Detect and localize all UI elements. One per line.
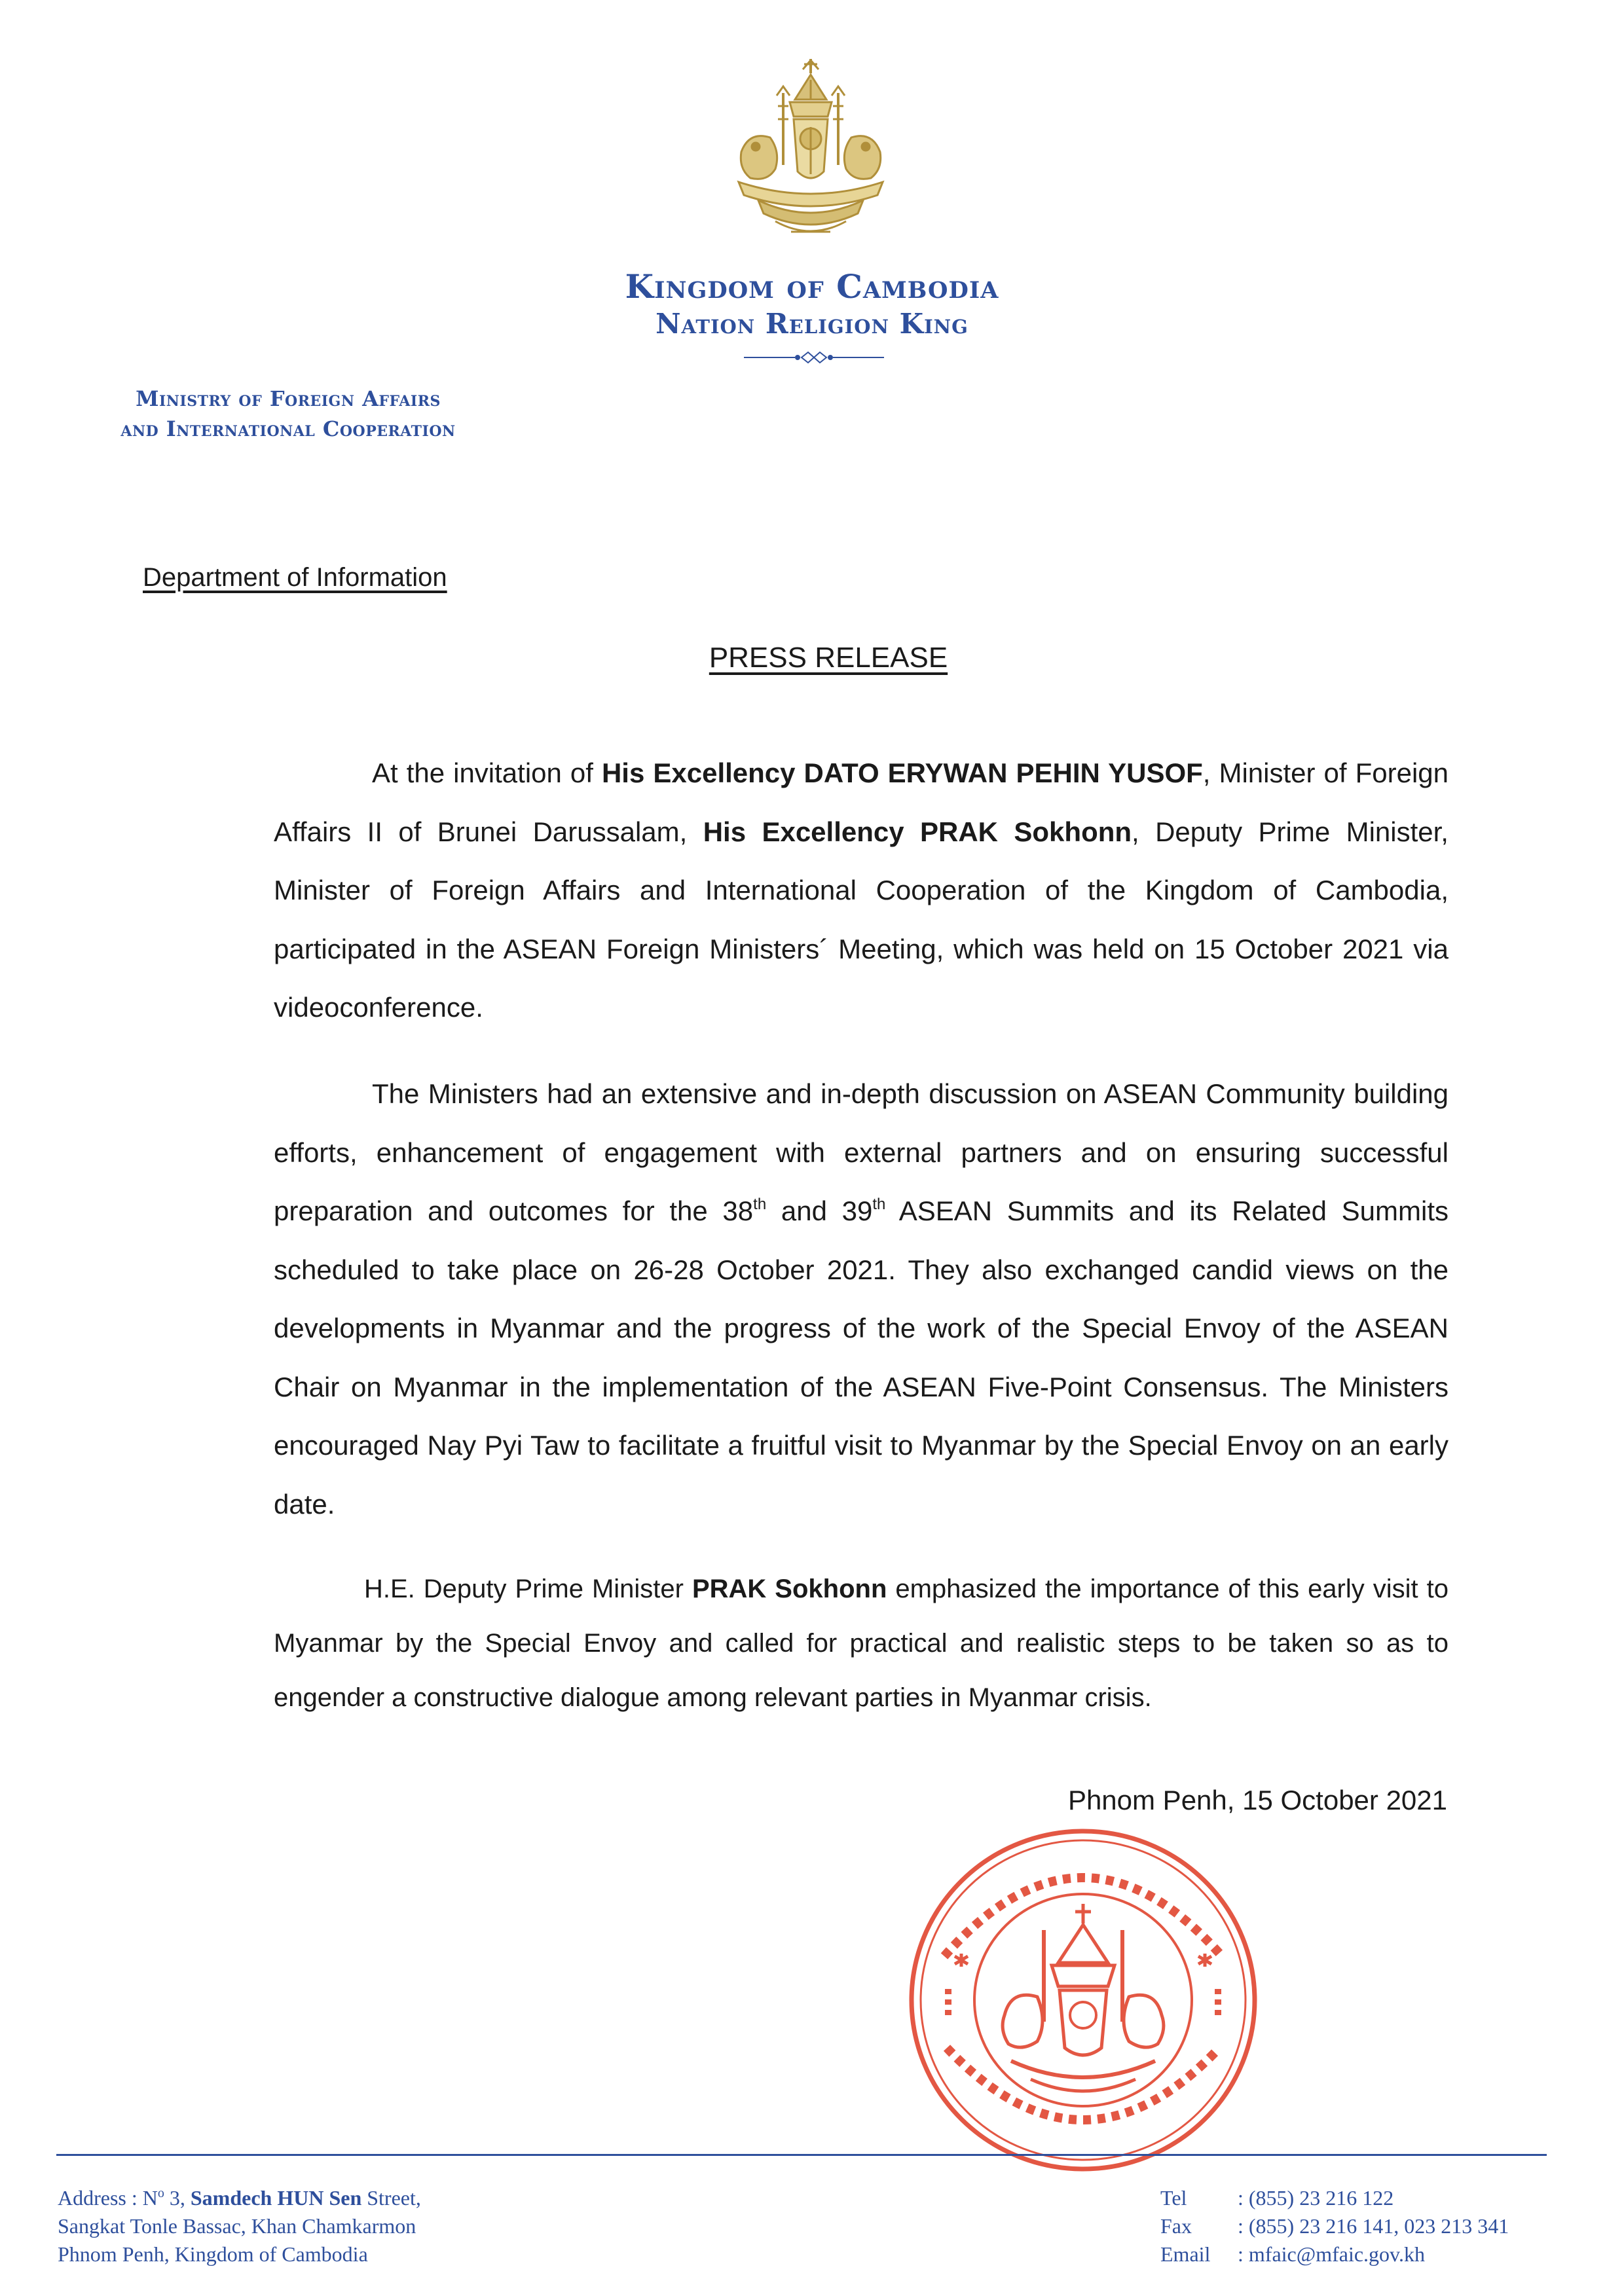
body-paragraph-2: The Ministers had an extensive and in-depth discussion on ASEAN Community building efforts, enhancement of engagement with external partners and on ensuring successful preparation and outcomes for the 38th and 39th ASEAN Summits and its Related Summits scheduled to take place on 26-28 October 2021. They also exchanged candid views on the developments in Myanmar and the progress of the work of the Special Envoy of the ASEAN Chair on Myanmar in the implementation of the ASEAN Five-Point Consensus. The Ministers encouraged Nay Pyi Taw to facilitate a fruitful visit to Myanmar by the Special Envoy on an early date.: [274, 1078, 1449, 1520]
dignitary-name: His Excellency PRAK Sokhonn: [703, 816, 1132, 847]
ministry-name-line1: Ministry of Foreign Affairs: [136, 386, 441, 411]
kingdom-motto: Nation Religion King: [655, 308, 969, 340]
department-label: Department of Information: [143, 563, 447, 592]
contact-fax: Fax : (855) 23 216 141, 023 213 341: [1160, 2214, 1509, 2238]
kingdom-title: Kingdom of Cambodia: [625, 267, 999, 306]
body-paragraph-1: At the invitation of His Excellency DATO ERYWAN PEHIN YUSOF, Minister of Foreign Affairs II of Brunei Darussalam, His Excellency PRAK Sokhonn, Deputy Prime Minister, Minister of Foreign Affairs and International Cooperation of the Kingdom of Cambodia, participated in the ASEAN Foreign Ministers´ Meeting, which was held on 15 October 2021 via videoconference.: [274, 757, 1449, 1023]
address-line-2: Sangkat Tonle Bassac, Khan Chamkarmon: [58, 2214, 416, 2238]
place-and-date: Phnom Penh, 15 October 2021: [1067, 1785, 1447, 1815]
footer-contact: [1160, 2184, 1509, 2269]
address-line-3: Phnom Penh, Kingdom of Cambodia: [58, 2242, 368, 2266]
address-line-1: Address : $N^o$ 3, Samdech HUN Sen Street,: [58, 2186, 421, 2210]
body-paragraph-3: H.E. Deputy Prime Minister PRAK Sokhonn emphasized the importance of this early visit to Myanmar by the Special Envoy and called for practical and realistic steps to be taken so as to engender a constructive dialogue among relevant parties in Myanmar crisis.: [274, 1575, 1449, 1712]
royal-coat-of-arms-icon: [712, 54, 909, 250]
footer-divider: [56, 2154, 1547, 2156]
footer-address: [58, 2184, 421, 2269]
dignitary-name: His Excellency DATO ERYWAN PEHIN YUSOF: [601, 757, 1203, 788]
dignitary-name: PRAK Sokhonn: [692, 1575, 887, 1603]
motto-ornament-icon: [743, 350, 885, 365]
ministry-seal-icon: [906, 1825, 1260, 2175]
press-release-title: PRESS RELEASE: [709, 642, 948, 674]
contact-tel: Tel : (855) 23 216 122: [1160, 2186, 1394, 2210]
ministry-name-line2: and International Cooperation: [120, 416, 456, 441]
contact-email[interactable]: Email : mfaic@mfaic.gov.kh: [1160, 2242, 1425, 2266]
